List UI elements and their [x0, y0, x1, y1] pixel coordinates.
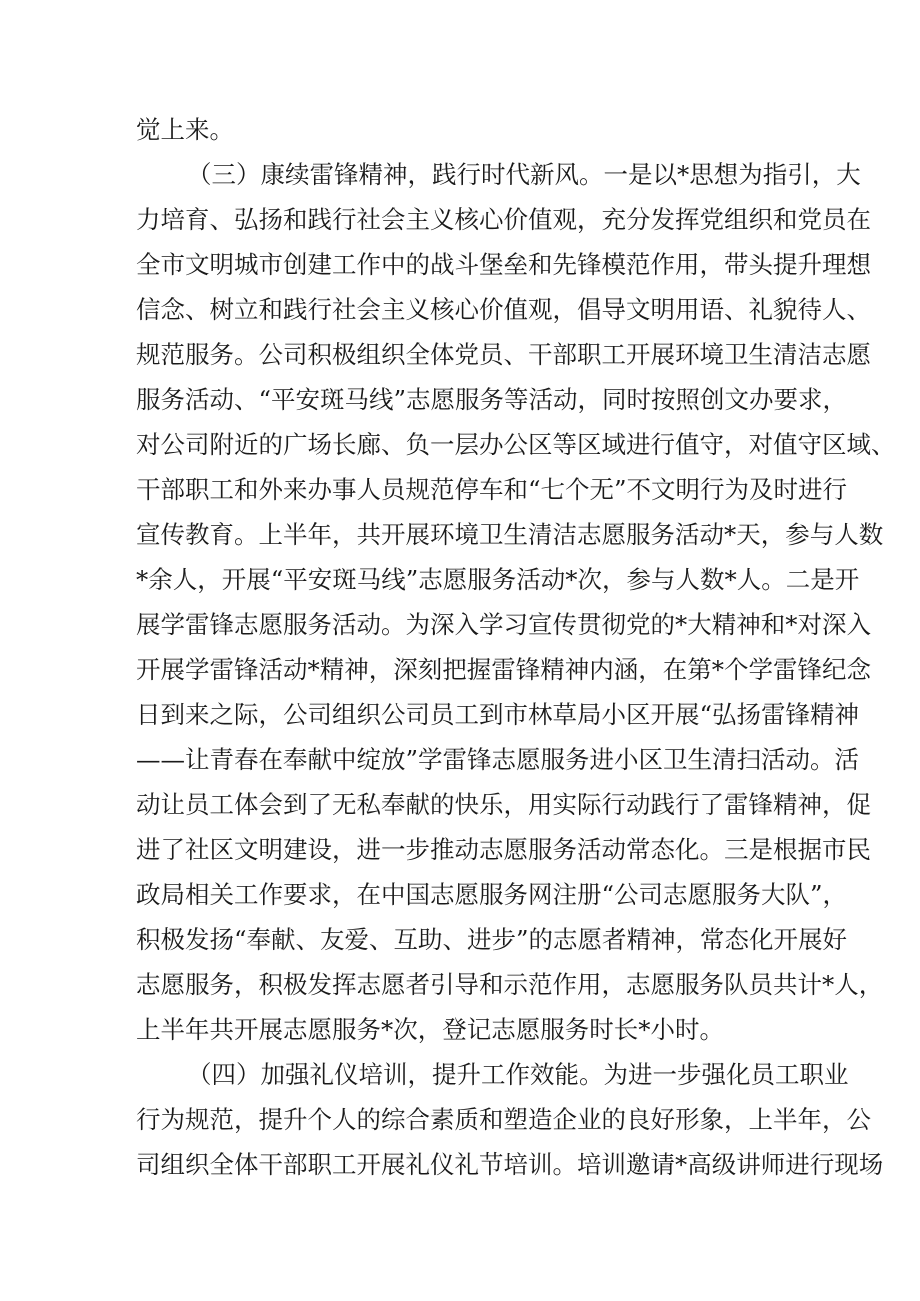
section-heading-line: （四）加强礼仪培训，提升工作效能。为进一步强化员工职业	[187, 1060, 849, 1089]
text-line: 全市文明城市创建工作中的战斗堡垒和先锋模范作用，带头提升理想	[136, 250, 871, 279]
text-line: 展学雷锋志愿服务活动。为深入学习宣传贯彻党的*大精神和*对深入	[136, 610, 871, 639]
text-line: ——让青春在奉献中绽放”学雷锋志愿服务进小区卫生清扫活动。活	[136, 745, 860, 774]
text-line: 开展学雷锋活动*精神，深刻把握雷锋精神内涵，在第*个学雷锋纪念	[136, 655, 871, 684]
text-line: 服务活动、“平安斑马线”志愿服务等活动，同时按照创文办要求，	[136, 385, 848, 414]
section-heading-line: （三）康续雷锋精神，践行时代新风。一是以*思想为指引，大	[187, 160, 861, 189]
text-line: *余人，开展“平安斑马线”志愿服务活动*次，参与人数*人。二是开	[136, 565, 860, 594]
text-line: 进了社区文明建设，进一步推动志愿服务活动常态化。三是根据市民	[136, 835, 871, 864]
text-line: 上半年共开展志愿服务*次，登记志愿服务时长*小时。	[136, 1015, 724, 1044]
text-line: 宣传教育。上半年，共开展环境卫生清洁志愿服务活动*天，参与人数	[136, 520, 884, 549]
text-line: 力培育、弘扬和践行社会主义核心价值观，充分发挥党组织和党员在	[136, 205, 871, 234]
text-line: 规范服务。公司积极组织全体党员、干部职工开展环境卫生清洁志愿	[136, 340, 871, 369]
text-line: 司组织全体干部职工开展礼仪礼节培训。培训邀请*高级讲师进行现场	[136, 1150, 884, 1179]
text-line: 志愿服务，积极发挥志愿者引导和示范作用，志愿服务队员共计*人，	[136, 970, 884, 999]
text-line: 干部职工和外来办事人员规范停车和“七个无”不文明行为及时进行	[136, 475, 848, 504]
text-line: 动让员工体会到了无私奉献的快乐，用实际行动践行了雷锋精神，促	[136, 790, 871, 819]
text-line: 信念、树立和践行社会主义核心价值观，倡导文明用语、礼貌待人、	[136, 295, 871, 324]
text-line: 政局相关工作要求，在中国志愿服务网注册“公司志愿服务大队”，	[136, 880, 848, 909]
text-line: 积极发扬“奉献、友爱、互助、进步”的志愿者精神，常态化开展好	[136, 925, 848, 954]
text-line: 对公司附近的广场长廊、负一层办公区等区域进行值守，对值守区域、	[136, 430, 896, 459]
text-line: 觉上来。	[136, 115, 234, 144]
text-line: 日到来之际，公司组织公司员工到市林草局小区开展“弘扬雷锋精神	[136, 700, 860, 729]
text-line: 行为规范，提升个人的综合素质和塑造企业的良好形象，上半年，公	[136, 1105, 871, 1134]
